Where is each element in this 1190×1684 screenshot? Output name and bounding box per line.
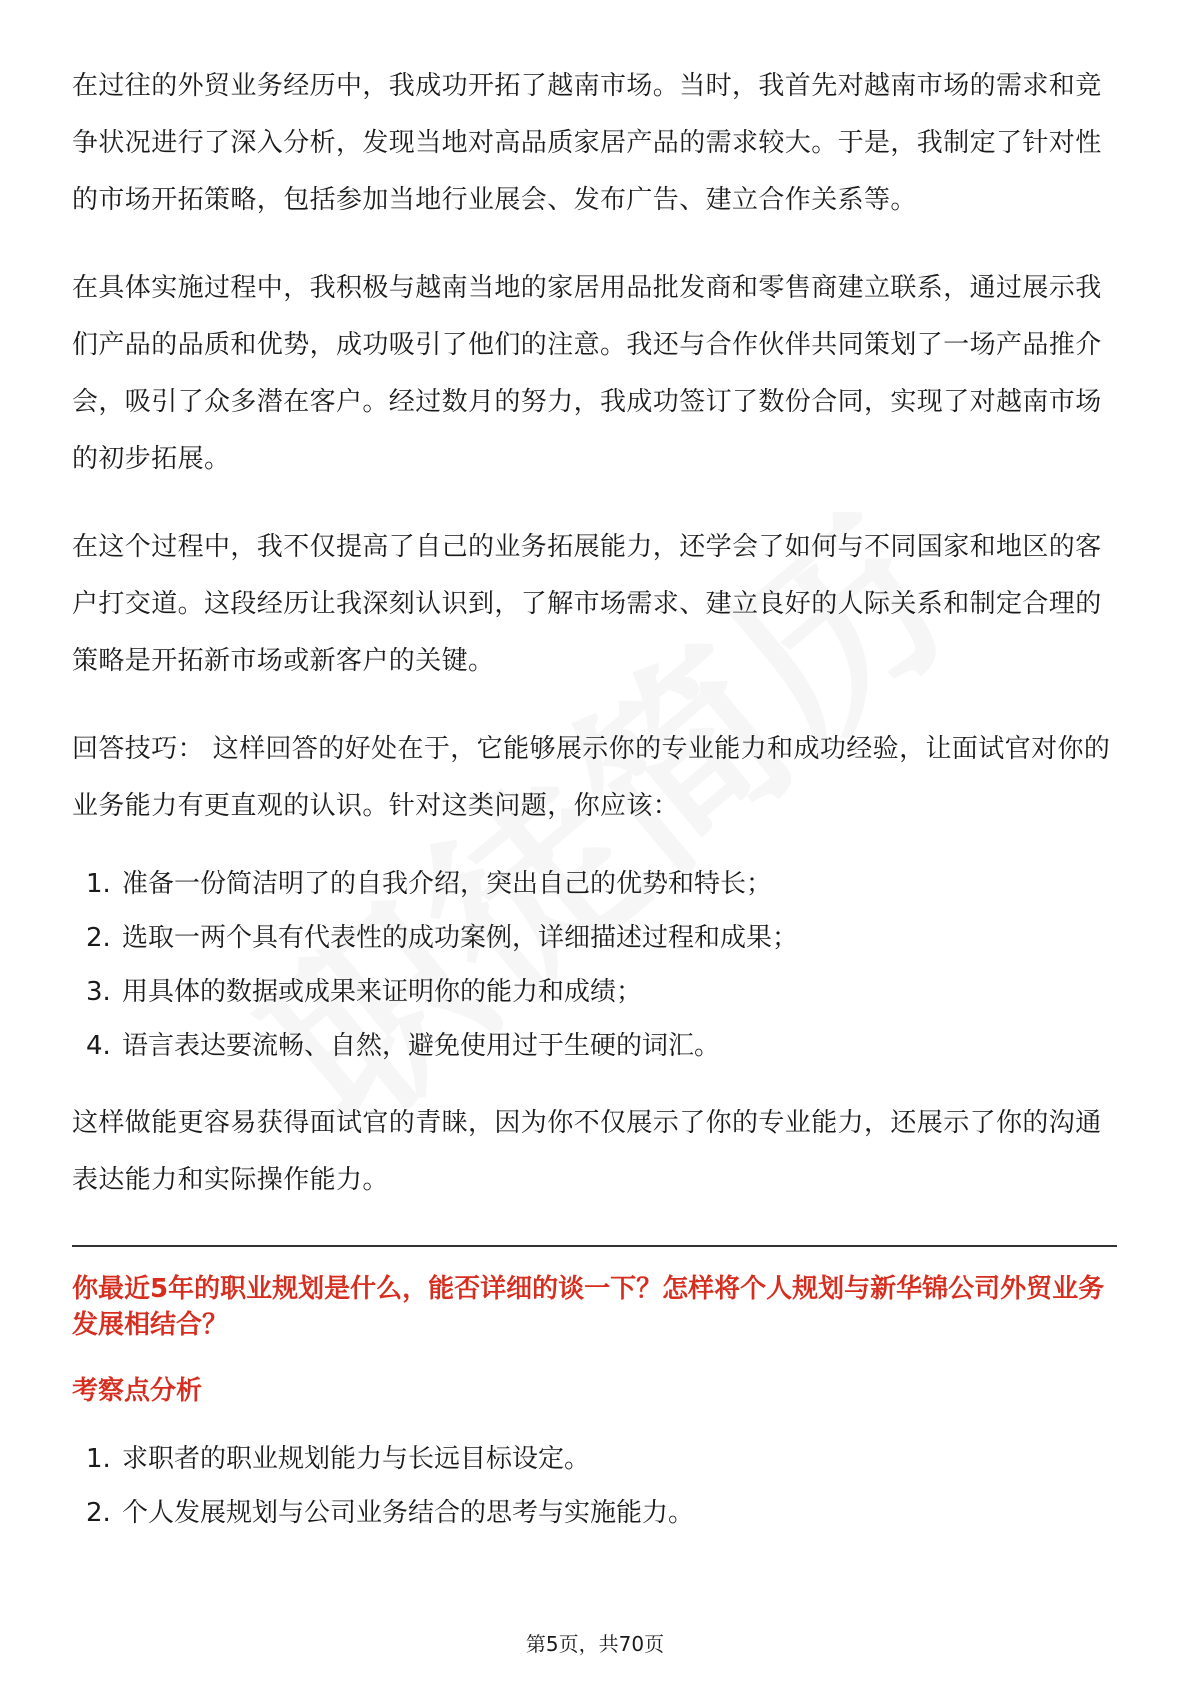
list-text: 用具体的数据或成果来证明你的能力和成绩； [122, 977, 643, 1007]
list-text: 求职者的职业规划能力与长远目标设定。 [122, 1444, 591, 1474]
document-body [72, 58, 1117, 1562]
list-item [72, 866, 1117, 902]
analysis-heading: 考察点分析 [72, 1376, 203, 1406]
list-text: 准备一份简洁明了的自我介绍，突出自己的优势和特长； [122, 869, 773, 899]
section-divider [72, 1245, 1117, 1247]
tips-list [72, 866, 1117, 1064]
list-text: 语言表达要流畅、自然，避免使用过于生硬的词汇。 [122, 1031, 721, 1061]
paragraph-answer-tips: 回答技巧： 这样回答的好处在于，它能够展示你的专业能力和成功经验，让面试官对你的业务能力有更直观的认识。针对这类问题，你应该： [72, 734, 1111, 821]
paragraph-closing: 这样做能更容易获得面试官的青睐，因为你不仅展示了你的专业能力，还展示了你的沟通表达能力和实际操作能力。 [72, 1108, 1102, 1195]
list-item [72, 1028, 1117, 1064]
list-number: 2. [86, 923, 111, 953]
analysis-list [72, 1441, 1117, 1531]
paragraph-implementation: 在具体实施过程中，我积极与越南当地的家居用品批发商和零售商建立联系，通过展示我们产品的品质和优势，成功吸引了他们的注意。我还与合作伙伴共同策划了一场产品推介会，吸引了众多潜在客户。经过数月的努力，我成功签订了数份合同，实现了对越南市场的初步拓展。 [72, 273, 1102, 474]
list-number: 4. [86, 1031, 111, 1061]
list-item [72, 920, 1117, 956]
list-number: 3. [86, 977, 111, 1007]
page-footer: 第5页，共70页 [525, 1632, 665, 1656]
question-heading: 你最近5年的职业规划是什么，能否详细的谈一下？怎样将个人规划与新华锦公司外贸业务发展相结合？ [72, 1274, 1105, 1340]
list-item [72, 1495, 1117, 1531]
list-number: 2. [86, 1498, 111, 1528]
paragraph-experience: 在过往的外贸业务经历中，我成功开拓了越南市场。当时，我首先对越南市场的需求和竞争状况进行了深入分析，发现当地对高品质家居产品的需求较大。于是，我制定了针对性的市场开拓策略，包括参加当地行业展会、发布广告、建立合作关系等。 [72, 71, 1102, 215]
list-item [72, 1441, 1117, 1477]
list-text: 选取一两个具有代表性的成功案例，详细描述过程和成果； [122, 923, 799, 953]
list-number: 1. [86, 869, 111, 899]
paragraph-lessons: 在这个过程中，我不仅提高了自己的业务拓展能力，还学会了如何与不同国家和地区的客户打交道。这段经历让我深刻认识到，了解市场需求、建立良好的人际关系和制定合理的策略是开拓新市场或新客户的关键。 [72, 532, 1102, 676]
list-text: 个人发展规划与公司业务结合的思考与实施能力。 [122, 1498, 695, 1528]
list-item [72, 974, 1117, 1010]
list-number: 1. [86, 1444, 111, 1474]
